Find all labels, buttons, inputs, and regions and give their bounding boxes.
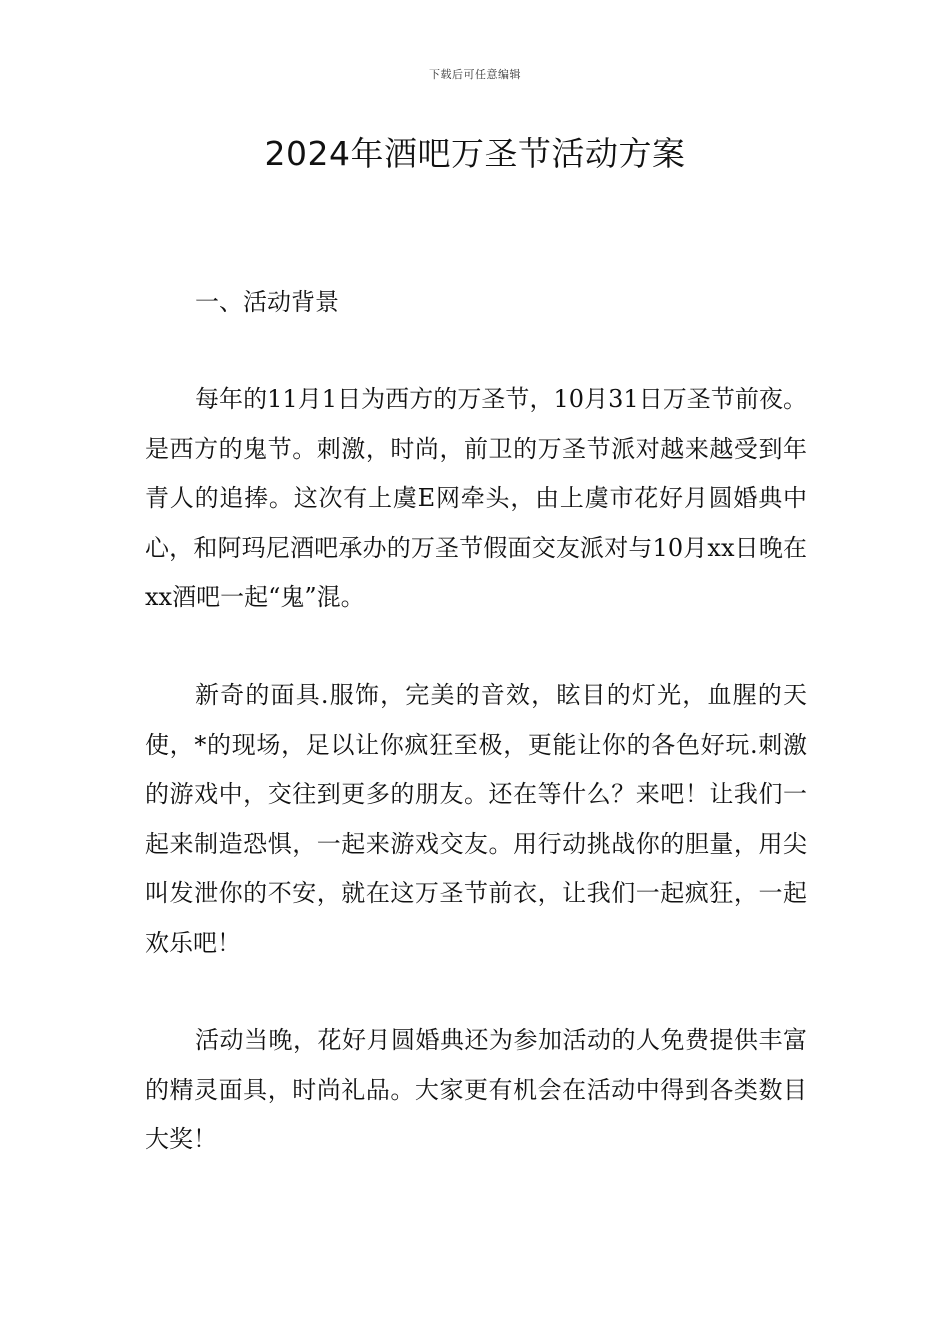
document-title: 2024年酒吧万圣节活动方案: [264, 134, 686, 173]
paragraph-background-intro: 每年的11月1日为西方的万圣节，10月31日万圣节前夜。是西方的鬼节。刺激，时尚，前卫的万圣节派对越来越受到年青人的追捧。这次有上虞E网牵头，由上虞市花好月圆婚典中心，和阿玛尼酒吧承办的万圣节假面交友派对与10月xx日晚在xx酒吧一起“鬼”混。: [145, 385, 807, 611]
section-heading: 一、活动背景: [195, 288, 339, 316]
paragraph-atmosphere: 新奇的面具.服饰，完美的音效，眩目的灯光，血腥的天使，*的现场，足以让你疯狂至极，更能让你的各色好玩.刺激的游戏中，交往到更多的朋友。还在等什么？来吧！让我们一起来制造恐惧，一起来游戏交友。用行动挑战你的胆量，用尖叫发泄你的不安，就在这万圣节前衣，让我们一起疯狂，一起欢乐吧！: [145, 681, 807, 957]
header-note: 下载后可任意编辑: [429, 68, 521, 81]
paragraph-prizes: 活动当晚，花好月圆婚典还为参加活动的人免费提供丰富的精灵面具，时尚礼品。大家更有机会在活动中得到各类数目大奖！: [145, 1026, 807, 1153]
